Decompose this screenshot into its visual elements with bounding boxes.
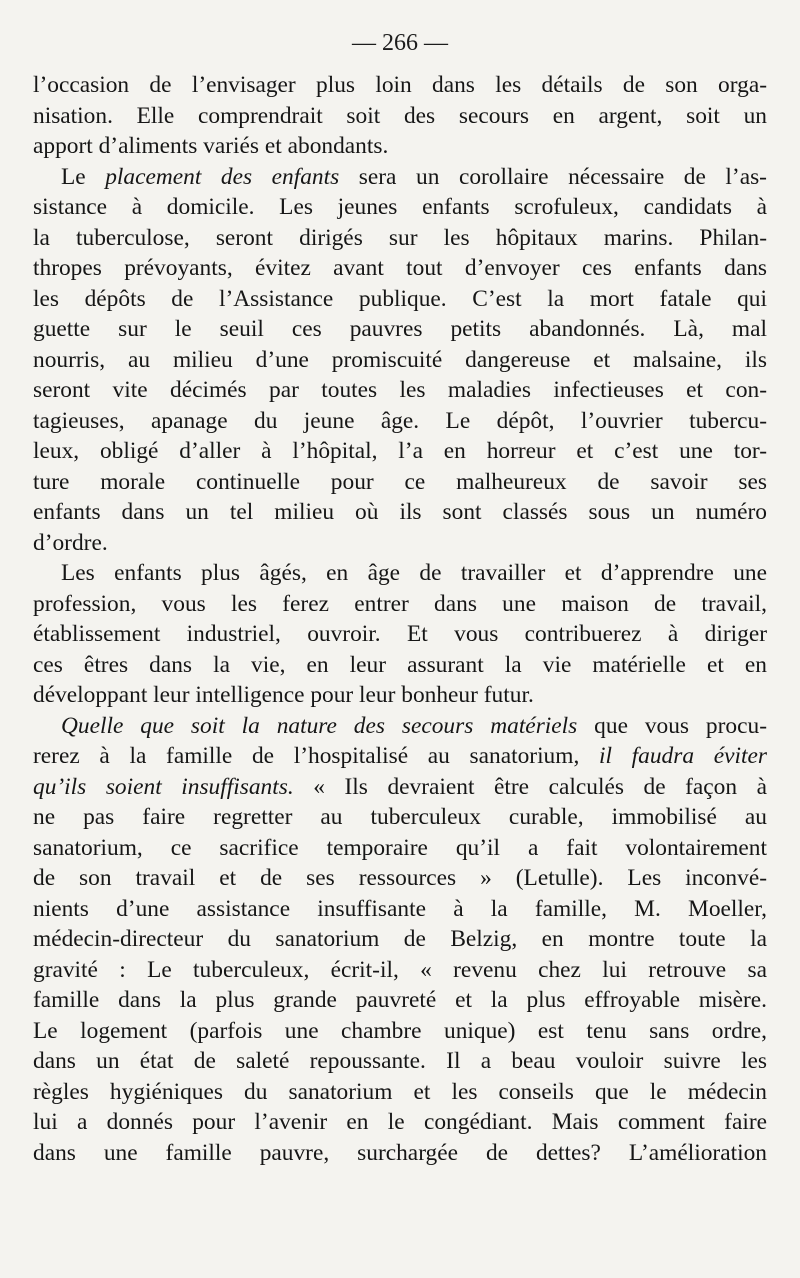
- paragraph-line: les dépôts de l’Assistance publique. C’est la mort fatale qui: [33, 285, 767, 312]
- italic-phrase: il faudra éviter: [598, 743, 767, 769]
- paragraph-line: [33, 741, 767, 772]
- paragraph-line: sanatorium, ce sacrifice temporaire qu’il a fait volontairement: [33, 834, 767, 861]
- paragraph-line: guette sur le seuil ces pauvres petits abandonnés. Là, mal: [33, 316, 767, 342]
- paragraph-line-rest: « Ils devraient être calculés de façon à: [293, 773, 768, 800]
- paragraph-line: Le logement (parfois une chambre unique) est tenu sans ordre,: [33, 1017, 767, 1044]
- paragraph-line: dans un état de saleté repoussante. Il a beau vouloir suivre les: [33, 1048, 767, 1074]
- paragraph-line: nourris, au milieu d’une promiscuité dangereuse et malsaine, ils: [33, 346, 767, 373]
- paragraph-line: lui a donnés pour l’avenir en le congédiant. Mais comment faire: [33, 1109, 767, 1135]
- paragraph-line: profession, vous les ferez entrer dans une maison de travail,: [33, 590, 767, 617]
- paragraph-line: règles hygiéniques du sanatorium et les conseils que le médecin: [33, 1078, 767, 1105]
- page-body-text: [33, 70, 767, 1168]
- paragraph-line: ne pas faire regretter au tuberculeux curable, immobilisé au: [33, 804, 767, 830]
- italic-phrase: Quelle que soit la nature des secours matériels: [61, 712, 578, 739]
- paragraph-line: famille dans la plus grande pauvreté et la plus effroyable misère.: [33, 987, 767, 1013]
- paragraph-line: [33, 772, 767, 803]
- paragraph-line: l’occasion de l’envisager plus loin dans les détails de son orga-: [33, 72, 767, 98]
- paragraph-line: de son travail et de ses ressources » (Letulle). Les inconvé-: [33, 865, 767, 891]
- paragraph-line-rest: que vous procu-: [577, 712, 767, 739]
- paragraph-line-rest: sera un corollaire nécessaire de l’as-: [358, 163, 767, 190]
- paragraph-line-start: rerez à la famille de l’hospitalisé au sanatorium,: [33, 743, 599, 769]
- paragraph-line: d’ordre.: [33, 529, 108, 556]
- paragraph-line: ces êtres dans la vie, en leur assurant la vie matérielle et en: [33, 651, 767, 678]
- paragraph-line: dans une famille pauvre, surchargée de dettes? L’amélioration: [33, 1139, 767, 1166]
- italic-phrase: placement des enfants: [105, 163, 340, 190]
- paragraph-line: médecin-directeur du sanatorium de Belzig, en montre toute la: [33, 926, 767, 952]
- paragraph-line: Les enfants plus âgés, en âge de travailler et d’apprendre une: [61, 560, 767, 586]
- paragraph-line: gravité : Le tuberculeux, écrit-il, « revenu chez lui retrouve sa: [33, 956, 767, 983]
- paragraph-line: tagieuses, apanage du jeune âge. Le dépôt, l’ouvrier tubercu-: [33, 407, 767, 434]
- page-number: — 266 —: [352, 30, 448, 56]
- paragraph-line: seront vite décimés par toutes les maladies infectieuses et con-: [33, 377, 767, 403]
- paragraph-line: thropes prévoyants, évitez avant tout d’envoyer ces enfants dans: [33, 255, 767, 281]
- paragraph-line: ture morale continuelle pour ce malheureux de savoir ses: [33, 468, 767, 495]
- paragraph-lead: Le: [61, 163, 106, 190]
- paragraph-line: sistance à domicile. Les jeunes enfants scrofuleux, candidats à: [33, 194, 767, 220]
- paragraph-line: [33, 711, 767, 742]
- paragraph-line: nisation. Elle comprendrait soit des secours en argent, soit un: [33, 102, 767, 129]
- paragraph-line: [33, 162, 767, 193]
- paragraph-line: nients d’une assistance insuffisante à la famille, M. Moeller,: [33, 895, 767, 922]
- paragraph-line: leux, obligé d’aller à l’hôpital, l’a en horreur et c’est une tor-: [33, 438, 767, 464]
- paragraph-line: la tuberculose, seront dirigés sur les hôpitaux marins. Philan-: [33, 224, 767, 251]
- italic-phrase: qu’ils soient insuffisants.: [33, 773, 294, 800]
- paragraph-line: développant leur intelligence pour leur bonheur futur.: [33, 682, 534, 708]
- paragraph-line: apport d’aliments variés et abondants.: [33, 133, 389, 159]
- paragraph-line: enfants dans un tel milieu où ils sont classés sous un numéro: [33, 499, 767, 525]
- paragraph-line: établissement industriel, ouvroir. Et vous contribuerez à diriger: [33, 621, 767, 647]
